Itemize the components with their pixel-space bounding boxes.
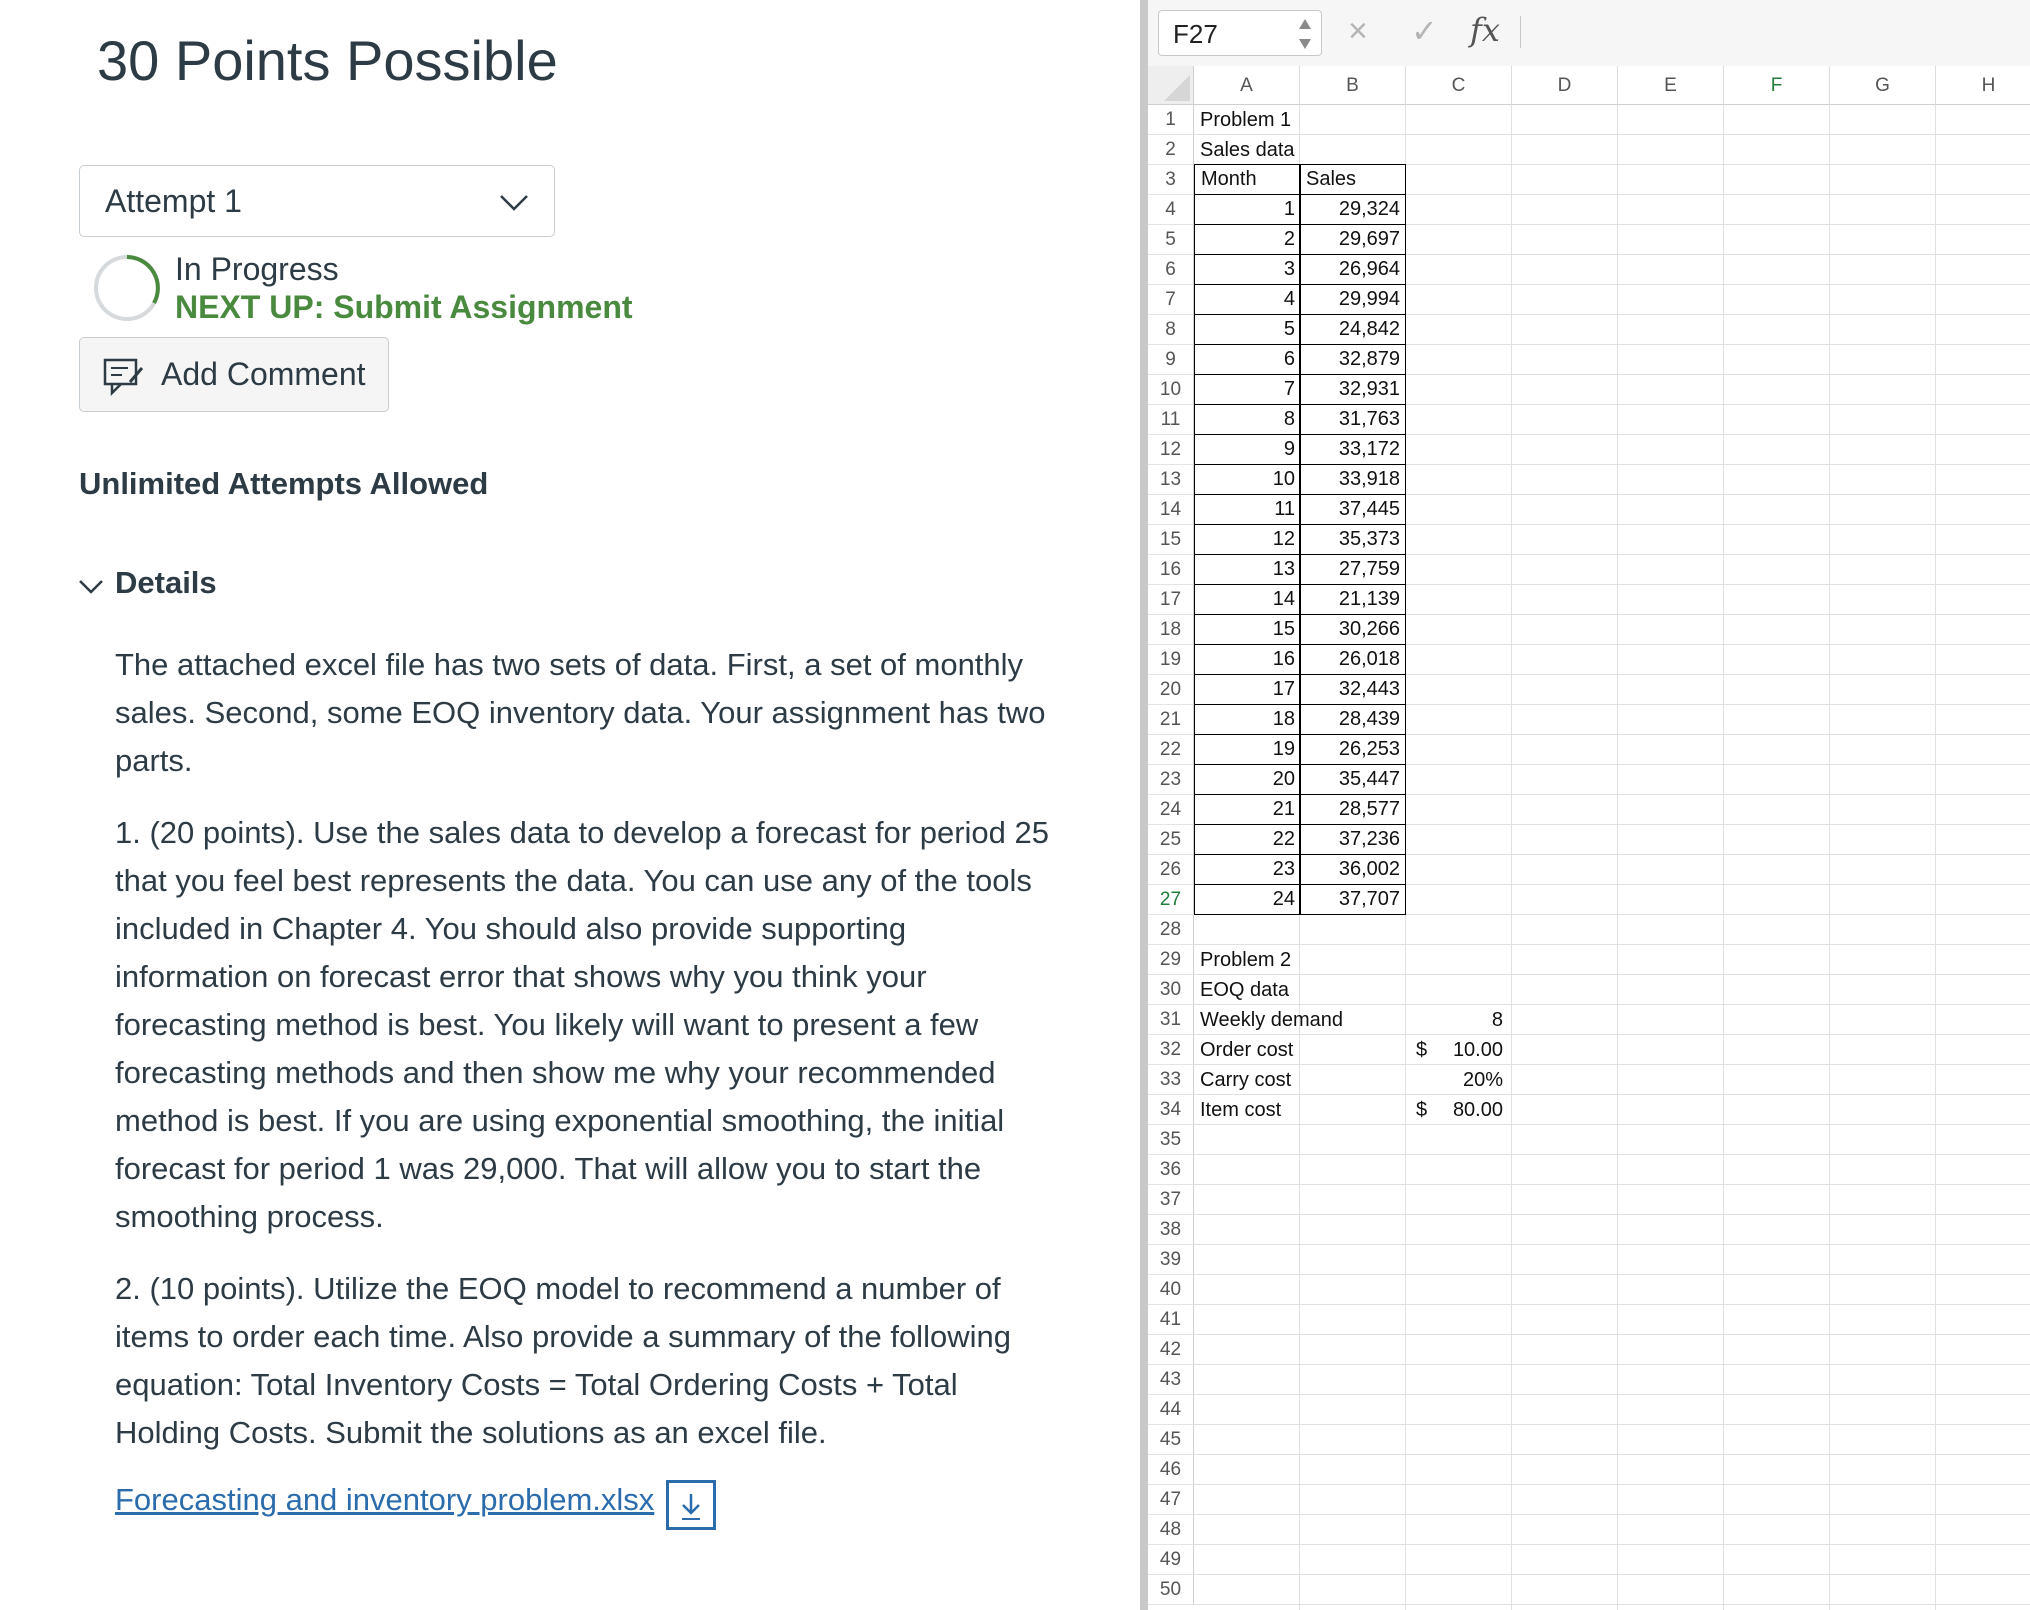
row-gridline [1194,1394,2030,1395]
enter-icon[interactable]: ✓ [1411,13,1438,49]
row-header[interactable]: 16 [1148,555,1194,585]
attempt-select-label: Attempt 1 [105,183,242,219]
sales-cell[interactable]: 35,447 [1299,764,1406,795]
month-cell[interactable]: 22 [1194,824,1301,855]
sales-cell[interactable]: 32,443 [1299,674,1406,705]
description-paragraph: 1. (20 points). Use the sales data to develop a forecast for period 25 that you feel best represents the data. You can use any of the tools included in Chapter 4. You should also provide supporting information on forecast error that shows why you think your forecasting method is best. You likely will want to present a few forecasting methods and then show me why your recommended method is best. If you are using exponential smoothing, the initial forecast for period 1 was 29,000. That will allow you to start the smoothing process. [115,815,1049,1234]
sales-header-cell[interactable]: Sales [1299,164,1406,195]
chevron-down-icon [496,184,532,220]
attempt-select[interactable] [79,165,555,237]
spinner-arrows-icon[interactable] [1297,15,1313,53]
row-header[interactable]: 22 [1148,735,1194,765]
row-header[interactable]: 47 [1148,1485,1194,1515]
eoq-label-cell[interactable]: Order cost [1200,1039,1294,1061]
details-toggle[interactable]: Details [115,565,217,600]
attachment-link[interactable]: Forecasting and inventory problem.xlsx [115,1482,655,1517]
sales-cell[interactable]: 37,707 [1299,884,1406,915]
row-header[interactable]: 40 [1148,1275,1194,1305]
chevron-down-icon[interactable] [77,572,105,600]
row-header[interactable]: 10 [1148,375,1194,405]
month-header-cell[interactable]: Month [1194,164,1301,195]
row-gridline [1194,1244,2030,1245]
sales-cell[interactable]: 37,236 [1299,824,1406,855]
row-gridline [1194,1034,2030,1035]
month-cell[interactable]: 24 [1194,884,1301,915]
row-header[interactable]: 14 [1148,495,1194,525]
eoq-value: 8 [1491,1009,1503,1031]
row-header[interactable]: 5 [1148,225,1194,255]
row-header[interactable]: 31 [1148,1005,1194,1035]
row-header[interactable]: 4 [1148,195,1194,225]
spreadsheet [1140,0,2030,1610]
row-header[interactable]: 6 [1148,255,1194,285]
month-cell[interactable]: 20 [1194,764,1301,795]
window-divider [1140,0,1148,1610]
description-paragraph: The attached excel file has two sets of data. First, a set of monthly sales. Second, some EOQ inventory data. Your assignment has two parts. [115,647,1046,778]
month-cell[interactable]: 16 [1194,644,1301,675]
row-gridline [1194,1364,2030,1365]
sales-cell[interactable]: 29,994 [1299,284,1406,315]
sales-cell[interactable]: 26,964 [1299,254,1406,285]
sales-cell[interactable]: 32,879 [1299,344,1406,375]
sales-cell[interactable]: 36,002 [1299,854,1406,885]
month-cell[interactable]: 5 [1194,314,1301,345]
month-cell[interactable]: 10 [1194,464,1301,495]
cell-a1[interactable]: Problem 1 [1200,109,1292,131]
row-gridline [1194,1124,2030,1125]
row-gridline [1194,134,2030,135]
row-header[interactable]: 36 [1148,1155,1194,1185]
sales-cell[interactable]: 26,018 [1299,644,1406,675]
column-header-a[interactable]: A [1194,66,1300,105]
download-button[interactable] [666,1480,716,1530]
row-gridline [1194,1574,2030,1575]
column-header-g[interactable]: G [1830,66,1936,105]
row-gridline [1194,1154,2030,1155]
formula-bar [1148,0,2030,67]
month-cell[interactable]: 6 [1194,344,1301,375]
sales-cell[interactable]: 35,373 [1299,524,1406,555]
currency-symbol: $ [1416,1039,1428,1061]
formula-divider [1520,16,1521,48]
row-header[interactable]: 37 [1148,1185,1194,1215]
row-gridline [1194,1004,2030,1005]
row-gridline [1194,1064,2030,1065]
eoq-value-cell[interactable] [1406,1065,1512,1095]
month-cell[interactable]: 19 [1194,734,1301,765]
row-gridline [1194,1514,2030,1515]
row-header[interactable]: 48 [1148,1515,1194,1545]
sales-cell[interactable]: 24,842 [1299,314,1406,345]
row-gridline [1194,1484,2030,1485]
column-gridline [1723,105,1724,1610]
row-header[interactable]: 43 [1148,1365,1194,1395]
sales-cell[interactable]: 29,324 [1299,194,1406,225]
eoq-label-cell[interactable]: Weekly demand [1200,1009,1344,1031]
row-gridline [1194,1454,2030,1455]
row-header[interactable]: 29 [1148,945,1194,975]
row-header[interactable]: 44 [1148,1395,1194,1425]
submission-status: In Progress [175,251,339,287]
row-gridline [1194,1334,2030,1335]
eoq-label-cell[interactable]: Item cost [1200,1099,1282,1121]
month-cell[interactable]: 9 [1194,434,1301,465]
progress-ring-icon [92,253,162,323]
row-header[interactable]: 17 [1148,585,1194,615]
row-header[interactable]: 25 [1148,825,1194,855]
column-header-f[interactable]: F [1724,66,1830,105]
row-gridline [1194,1304,2030,1305]
row-header[interactable]: 30 [1148,975,1194,1005]
column-gridline [1617,105,1618,1610]
column-gridline [1511,105,1512,1610]
month-cell[interactable]: 7 [1194,374,1301,405]
row-header[interactable]: 24 [1148,795,1194,825]
description-paragraph: 2. (10 points). Utilize the EOQ model to recommend a number of items to order each time. Also provide a summary of the following equation: Total Inventory Costs = Total Ordering Costs + Total Holding Costs. Submit the solutions as an excel file. [115,1271,1011,1450]
cell-a29[interactable]: Problem 2 [1200,949,1292,971]
name-box[interactable] [1158,10,1322,56]
sales-cell[interactable]: 33,918 [1299,464,1406,495]
month-cell[interactable]: 3 [1194,254,1301,285]
column-header-b[interactable]: B [1300,66,1406,105]
month-cell[interactable]: 21 [1194,794,1301,825]
row-header[interactable]: 45 [1148,1425,1194,1455]
sales-cell[interactable]: 28,439 [1299,704,1406,735]
currency-symbol: $ [1416,1099,1428,1121]
row-header[interactable]: 28 [1148,915,1194,945]
row-header[interactable]: 7 [1148,285,1194,315]
add-comment-label: Add Comment [161,356,366,392]
function-icon[interactable]: fx [1470,11,1500,49]
row-header[interactable]: 39 [1148,1245,1194,1275]
month-cell[interactable]: 13 [1194,554,1301,585]
row-gridline [1194,944,2030,945]
sales-cell[interactable]: 31,763 [1299,404,1406,435]
sales-cell[interactable]: 21,139 [1299,584,1406,615]
row-header[interactable]: 15 [1148,525,1194,555]
sales-cell[interactable]: 28,577 [1299,794,1406,825]
row-header[interactable]: 11 [1148,405,1194,435]
column-header-h[interactable]: H [1936,66,2030,105]
month-cell[interactable]: 17 [1194,674,1301,705]
column-gridline [1935,105,1936,1610]
sales-cell[interactable]: 29,697 [1299,224,1406,255]
row-header[interactable]: 9 [1148,345,1194,375]
row-header[interactable]: 13 [1148,465,1194,495]
row-gridline [1194,1094,2030,1095]
row-header[interactable]: 12 [1148,435,1194,465]
eoq-value-cell[interactable] [1406,1035,1512,1065]
next-up-link[interactable]: NEXT UP: Submit Assignment [175,289,633,325]
month-cell[interactable]: 11 [1194,494,1301,525]
row-header[interactable]: 50 [1148,1575,1194,1605]
row-header[interactable]: 19 [1148,645,1194,675]
row-header[interactable]: 20 [1148,675,1194,705]
sales-cell[interactable]: 37,445 [1299,494,1406,525]
row-header[interactable]: 34 [1148,1095,1194,1125]
sales-cell[interactable]: 27,759 [1299,554,1406,585]
sales-cell[interactable]: 26,253 [1299,734,1406,765]
row-header[interactable]: 41 [1148,1305,1194,1335]
row-header[interactable]: 49 [1148,1545,1194,1575]
row-gridline [1194,1214,2030,1215]
row-header[interactable]: 3 [1148,165,1194,195]
column-header-e[interactable]: E [1618,66,1724,105]
row-header[interactable]: 32 [1148,1035,1194,1065]
sales-cell[interactable]: 32,931 [1299,374,1406,405]
month-cell[interactable]: 15 [1194,614,1301,645]
select-all-corner[interactable] [1148,66,1194,105]
month-cell[interactable]: 18 [1194,704,1301,735]
row-header[interactable]: 1 [1148,105,1194,135]
column-gridline [1829,105,1830,1610]
month-cell[interactable]: 12 [1194,524,1301,555]
cancel-icon[interactable]: × [1348,12,1368,50]
eoq-value-cell[interactable] [1406,1095,1512,1125]
cell-reference: F27 [1173,19,1218,49]
row-gridline [1194,1274,2030,1275]
sales-cell[interactable]: 30,266 [1299,614,1406,645]
eoq-value: 80.00 [1452,1099,1503,1121]
row-gridline [1194,1604,2030,1605]
row-header[interactable]: 2 [1148,135,1194,165]
eoq-value: 20% [1462,1069,1503,1091]
row-header[interactable]: 23 [1148,765,1194,795]
row-gridline [1194,1544,2030,1545]
row-header[interactable]: 27 [1148,885,1194,915]
row-header[interactable]: 42 [1148,1335,1194,1365]
sales-cell[interactable]: 33,172 [1299,434,1406,465]
eoq-value: 10.00 [1452,1039,1503,1061]
download-icon [678,1491,704,1521]
row-gridline [1194,1184,2030,1185]
row-header[interactable]: 33 [1148,1065,1194,1095]
column-header-d[interactable]: D [1512,66,1618,105]
column-header-c[interactable]: C [1406,66,1512,105]
cell-a30[interactable]: EOQ data [1200,979,1289,1001]
month-cell[interactable]: 14 [1194,584,1301,615]
eoq-label-cell[interactable]: Carry cost [1200,1069,1292,1091]
row-header[interactable]: 38 [1148,1215,1194,1245]
comment-icon [102,355,146,397]
month-cell[interactable]: 8 [1194,404,1301,435]
attempts-allowed: Unlimited Attempts Allowed [79,466,489,501]
row-header[interactable]: 35 [1148,1125,1194,1155]
row-header[interactable]: 26 [1148,855,1194,885]
row-header[interactable]: 21 [1148,705,1194,735]
points-possible: 30 Points Possible [97,29,558,92]
month-cell[interactable]: 1 [1194,194,1301,225]
row-gridline [1194,974,2030,975]
month-cell[interactable]: 23 [1194,854,1301,885]
row-header[interactable]: 46 [1148,1455,1194,1485]
row-header[interactable]: 8 [1148,315,1194,345]
month-cell[interactable]: 4 [1194,284,1301,315]
eoq-value-cell[interactable] [1406,1005,1512,1035]
row-gridline [1194,1424,2030,1425]
add-comment-button[interactable] [79,337,389,412]
cell-a2[interactable]: Sales data [1200,139,1295,161]
row-header[interactable]: 18 [1148,615,1194,645]
month-cell[interactable]: 2 [1194,224,1301,255]
